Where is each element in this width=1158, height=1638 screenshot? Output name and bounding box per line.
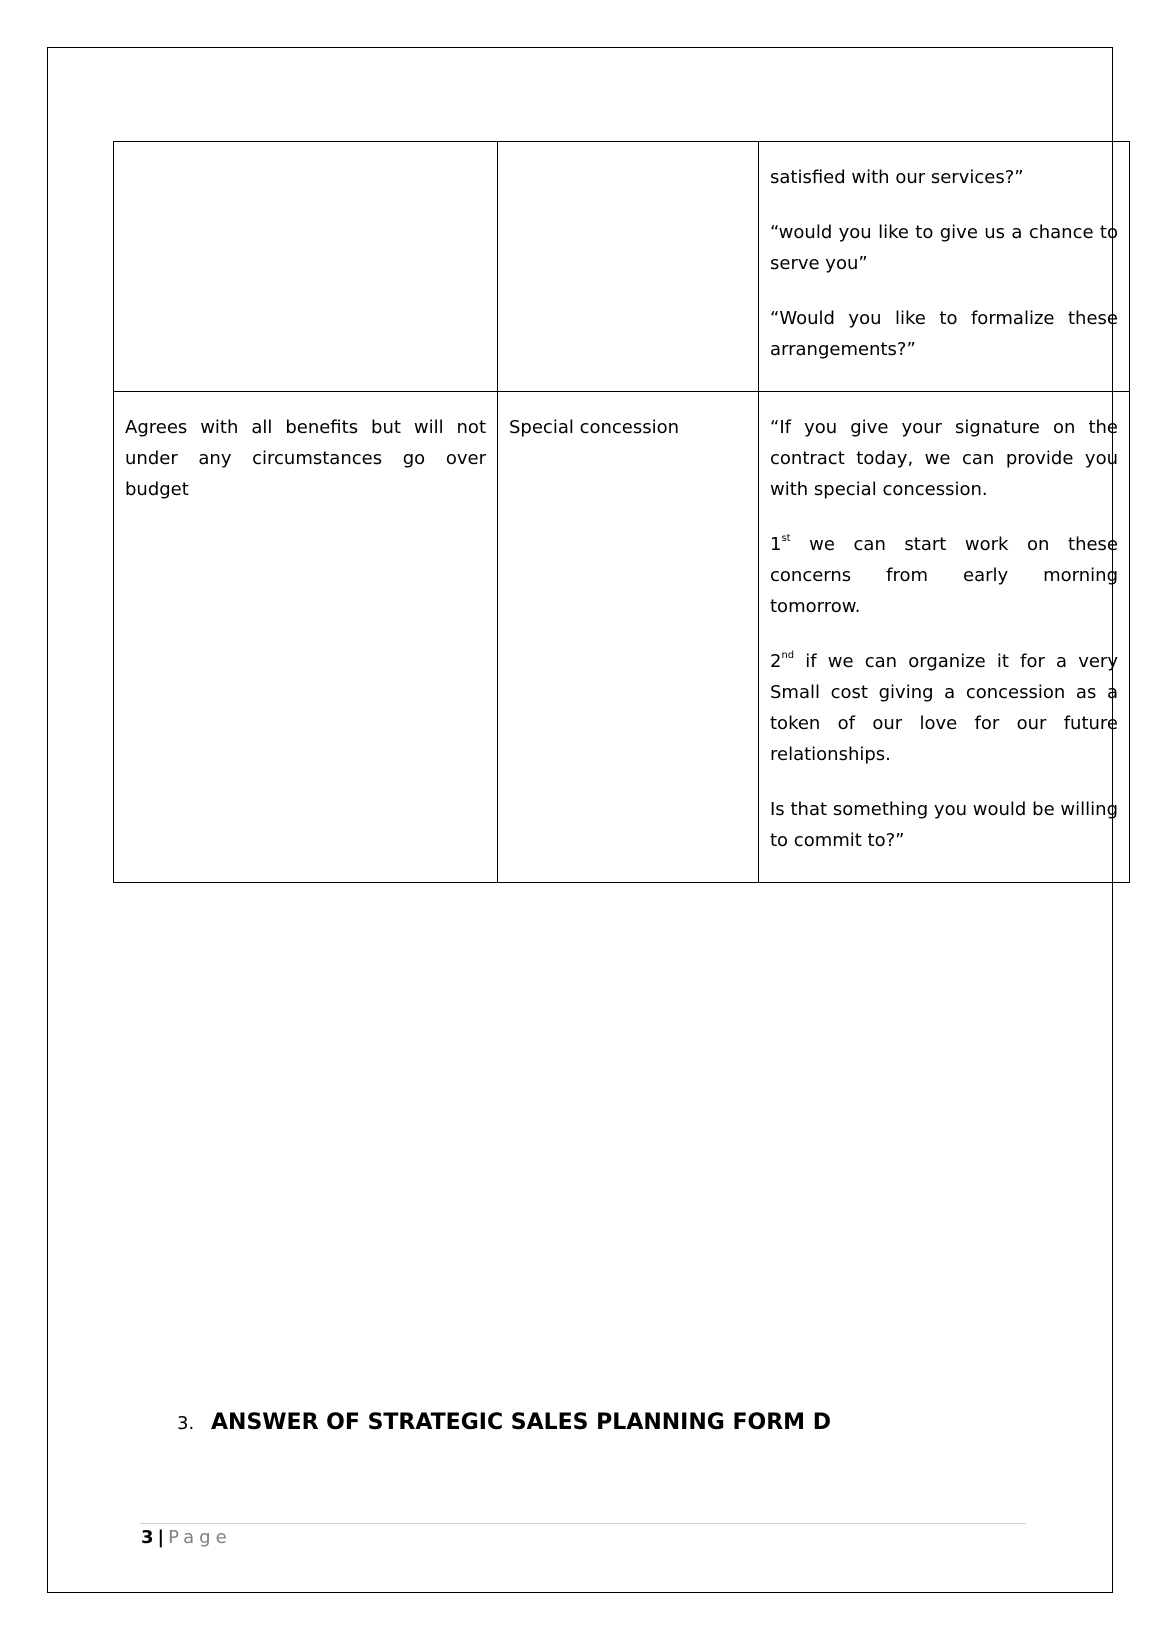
- page-number: 3: [141, 1527, 154, 1548]
- table-cell-situation: [114, 142, 498, 392]
- table-cell-strategy: [498, 142, 759, 392]
- script-paragraph: “would you like to give us a chance to serve you”: [770, 222, 1118, 274]
- script-paragraph: satisfied with our services?”: [770, 167, 1024, 188]
- ordinal-suffix: st: [781, 533, 791, 544]
- script-paragraph: [770, 646, 1118, 770]
- script-text: if we can organize it for a very Small cost giving a concession as a token of our love for our future relationships.: [770, 651, 1118, 765]
- section-number: 3.: [177, 1413, 195, 1434]
- table-cell-script: [759, 392, 1130, 883]
- ordinal-suffix: nd: [781, 650, 795, 661]
- footer-divider: [140, 1523, 1026, 1524]
- section-heading: [177, 1410, 831, 1435]
- script-paragraph: “If you give your signature on the contract today, we can provide you with special concession.: [770, 417, 1118, 500]
- footer-separator: |: [157, 1527, 165, 1548]
- table-cell-strategy: Special concession: [498, 392, 759, 883]
- section-title: ANSWER OF STRATEGIC SALES PLANNING FORM D: [211, 1410, 831, 1435]
- script-paragraph: Is that something you would be willing to commit to?”: [770, 799, 1118, 851]
- sales-plan-table: [113, 141, 1130, 883]
- table-cell-situation: Agrees with all benefits but will not under any circumstances go over budget: [114, 392, 498, 883]
- ordinal-number: 2: [770, 651, 782, 672]
- script-paragraph: [770, 529, 1118, 622]
- table-row: [114, 392, 1130, 883]
- page-label: Page: [168, 1527, 232, 1548]
- script-paragraph: “Would you like to formalize these arrangements?”: [770, 308, 1118, 360]
- ordinal-number: 1: [770, 534, 782, 555]
- script-text: we can start work on these concerns from early morning tomorrow.: [770, 534, 1118, 617]
- table-cell-script: [759, 142, 1130, 392]
- page-footer: [141, 1527, 232, 1548]
- table-row: [114, 142, 1130, 392]
